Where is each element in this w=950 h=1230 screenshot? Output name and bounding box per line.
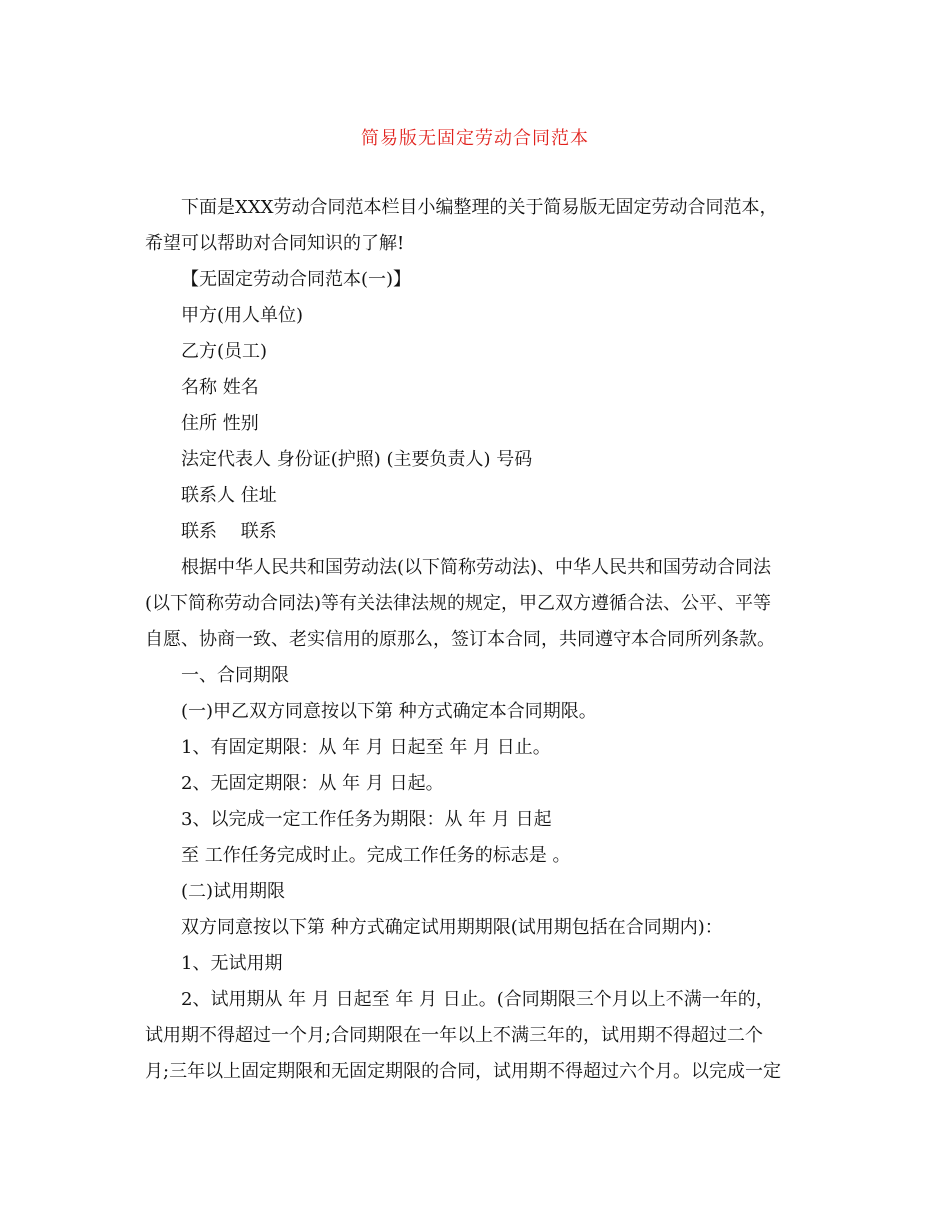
- form-field-line: 住所 性别: [181, 413, 259, 434]
- paragraph-line: 试用期不得超过一个月;合同期限在一年以上不满三年的，试用期不得超过二个: [145, 1025, 764, 1046]
- form-field-line: 联系 联系: [181, 521, 277, 542]
- clause-line: 至 工作任务完成时止。完成工作任务的标志是 。: [181, 845, 571, 866]
- paragraph-line: (以下简称劳动合同法)等有关法律法规的规定，甲乙双方遵循合法、公平、平等: [145, 593, 772, 614]
- party-a-label: 甲方(用人单位): [181, 305, 304, 326]
- document-body: [145, 190, 805, 1090]
- section-heading: 【无固定劳动合同范本(一)】: [181, 269, 412, 290]
- form-field-line: 联系人 住址: [181, 485, 277, 506]
- clause-line: 3、以完成一定工作任务为期限：从 年 月 日起: [181, 809, 552, 830]
- paragraph-line: 月;三年以上固定期限和无固定期限的合同，试用期不得超过六个月。以完成一定: [145, 1061, 782, 1082]
- clause-line: 双方同意按以下第 种方式确定试用期期限(试用期包括在合同期内)：: [181, 917, 723, 938]
- clause-line: (一)甲乙双方同意按以下第 种方式确定本合同期限。: [181, 701, 597, 722]
- paragraph-line: 希望可以帮助对合同知识的了解!: [145, 233, 405, 254]
- clause-line: 2、试用期从 年 月 日起至 年 月 日止。(合同期限三个月以上不满一年的，: [181, 989, 774, 1010]
- document-title: 简易版无固定劳动合同范本: [361, 128, 589, 149]
- clause-line: 2、无固定期限：从 年 月 日起。: [181, 773, 444, 794]
- form-field-line: 名称 姓名: [181, 377, 259, 398]
- form-field-line: 法定代表人 身份证(护照) (主要负责人) 号码: [181, 449, 533, 470]
- paragraph-line: 根据中华人民共和国劳动法(以下简称劳动法)、中华人民共和国劳动合同法: [181, 557, 772, 578]
- clause-heading: (二)试用期限: [181, 881, 286, 902]
- clause-line: 1、有固定期限：从 年 月 日起至 年 月 日止。: [181, 737, 551, 758]
- paragraph-line: 自愿、协商一致、老实信用的原那么，签订本合同，共同遵守本合同所列条款。: [145, 629, 775, 650]
- clause-line: 1、无试用期: [181, 953, 283, 974]
- clause-heading: 一、合同期限: [181, 665, 289, 686]
- party-b-label: 乙方(员工): [181, 341, 268, 362]
- paragraph-line: 下面是XXX劳动合同范本栏目小编整理的关于简易版无固定劳动合同范本，: [181, 197, 778, 218]
